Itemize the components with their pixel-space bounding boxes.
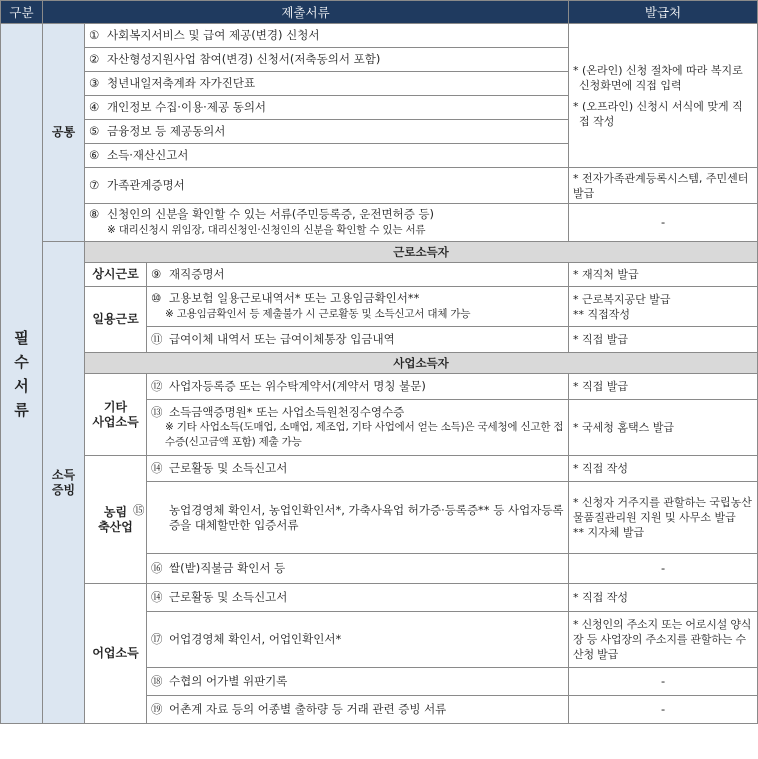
issuer-item: - — [569, 668, 758, 696]
common-label: 공통 — [43, 24, 85, 242]
doc-item: ② 자산형성지원사업 참여(변경) 신청서(저축동의서 포함) — [85, 48, 569, 72]
doc-item: ⑭ 근로활동 및 소득신고서 — [147, 584, 569, 612]
issuer-item: * 국세청 홈택스 발급 — [569, 400, 758, 456]
income-label: 소득 증빙 — [43, 242, 85, 724]
doc-item: ⑬ 소득금액증명원* 또는 사업소득원천징수영수증 ※ 기타 사업소득(도매업, 소매업, 제조업, 기타 사업에서 얻는 소득)은 국세청에 신고한 접수증(신고금액 포함) 제출 가능 — [147, 400, 569, 456]
other-label: 기타 사업소득 — [85, 374, 147, 456]
doc-item: ③ 청년내일저축계좌 자가진단표 — [85, 72, 569, 96]
doc-item: ⑯ 쌀(밭)직불금 확인서 등 — [147, 554, 569, 584]
section-wage: 근로소득자 — [85, 242, 758, 263]
doc-item: ⑱ 수협의 어가별 위판기록 — [147, 668, 569, 696]
issuer-item: - — [569, 204, 758, 242]
issuer-common: * (온라인) 신청 절차에 따라 복지로 신청화면에 직접 입력 * (오프라인) 신청시 서식에 맞게 직접 작성 — [569, 24, 758, 168]
issuer-item: - — [569, 696, 758, 724]
issuer-item: * 직접 작성 — [569, 456, 758, 482]
doc-item: ⑨ 재직증명서 — [147, 263, 569, 287]
header-group: 구분 — [1, 1, 43, 24]
doc-item: ⑭ 근로활동 및 소득신고서 — [147, 456, 569, 482]
doc-item: ⑪ 급여이체 내역서 또는 급여이체통장 입금내역 — [147, 327, 569, 353]
doc-item: ⑦ 가족관계증명서 — [85, 168, 569, 204]
doc-item: ⑤ 금융정보 등 제공동의서 — [85, 120, 569, 144]
doc-item: ⑮ 농업경영체 확인서, 농업인확인서*, 가축사육업 허가증·등록증** 등 사업자등록증을 대체할만한 입증서류 — [147, 482, 569, 554]
issuer-item: * 신청자 거주지를 관할하는 국립농산물품질관리원 지원 및 사무소 발급 ** 지자체 발급 — [569, 482, 758, 554]
issuer-item: * 신청인의 주소지 또는 어로시설 양식장 등 사업장의 주소지를 관할하는 수산청 발급 — [569, 612, 758, 668]
issuer-item: * 전자가족관계등록시스템, 주민센터 발급 — [569, 168, 758, 204]
issuer-item: - — [569, 554, 758, 584]
issuer-item: * 직접 발급 — [569, 327, 758, 353]
doc-item: ⑧ 신청인의 신분을 확인할 수 있는 서류(주민등록증, 운전면허증 등) ※ 대리신청시 위임장, 대리신청인·신청인의 신분을 확인할 수 있는 서류 — [85, 204, 569, 242]
header-docs: 제출서류 — [43, 1, 569, 24]
doc-item: ⑩ 고용보험 일용근로내역서* 또는 고용임금확인서** ※ 고용임금확인서 등 제출불가 시 근로활동 및 소득신고서 대체 가능 — [147, 287, 569, 327]
main-group-label: 필 수 서 류 — [1, 24, 43, 724]
issuer-item: * 직접 작성 — [569, 584, 758, 612]
farm-label: 농림 축산업 — [85, 456, 147, 584]
doc-item: ④ 개인정보 수집·이용·제공 동의서 — [85, 96, 569, 120]
doc-item: ① 사회복지서비스 및 급여 제공(변경) 신청서 — [85, 24, 569, 48]
issuer-item: * 재직처 발급 — [569, 263, 758, 287]
daily-label: 일용근로 — [85, 287, 147, 353]
header-issuer: 발급처 — [569, 1, 758, 24]
issuer-item: * 근로복지공단 발급 ** 직접작성 — [569, 287, 758, 327]
fish-label: 어업소득 — [85, 584, 147, 724]
doc-item: ⑫ 사업자등록증 또는 위수탁계약서(계약서 명칭 불문) — [147, 374, 569, 400]
regular-label: 상시근로 — [85, 263, 147, 287]
doc-item: ⑰ 어업경영체 확인서, 어업인확인서* — [147, 612, 569, 668]
section-business: 사업소득자 — [85, 353, 758, 374]
issuer-item: * 직접 발급 — [569, 374, 758, 400]
header-row — [1, 1, 758, 24]
doc-item: ⑥ 소득·재산신고서 — [85, 144, 569, 168]
doc-item: ⑲ 어촌계 자료 등의 어종별 출하량 등 거래 관련 증빙 서류 — [147, 696, 569, 724]
